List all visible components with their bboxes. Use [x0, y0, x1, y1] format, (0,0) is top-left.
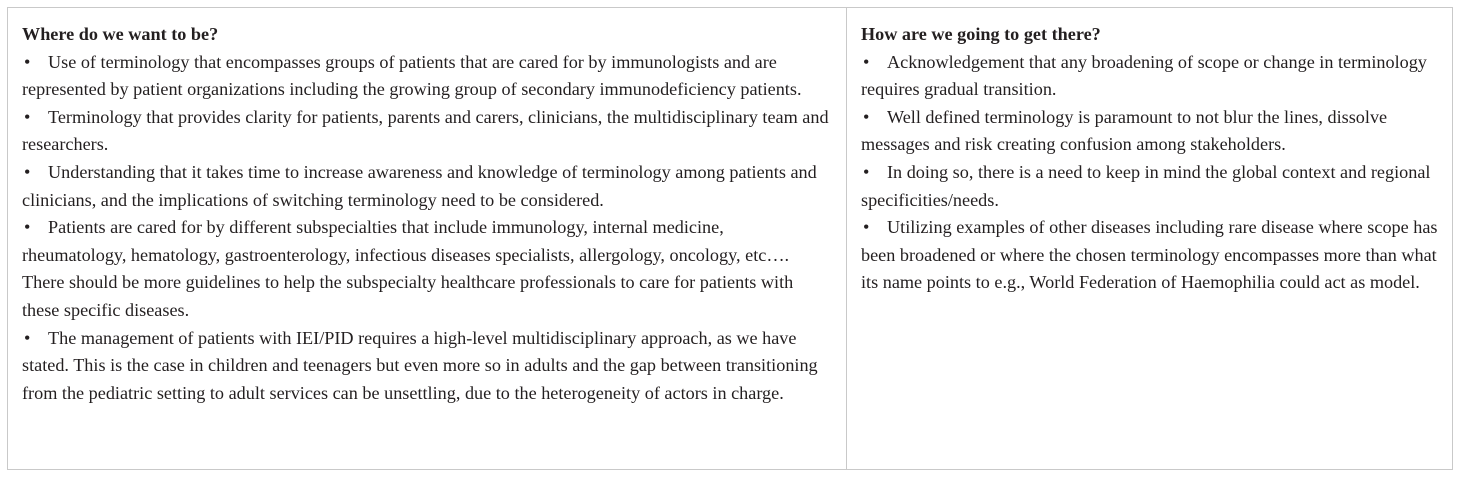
bullet-icon: •: [24, 327, 31, 348]
list-item-text: In doing so, there is a need to keep in mind the global context and regional specificities/needs.: [861, 161, 1431, 210]
bullet-icon: •: [863, 51, 870, 72]
list-item: [861, 214, 1438, 297]
right-column: [847, 8, 1452, 469]
list-item: [22, 159, 832, 214]
list-item-text: Well defined terminology is paramount to not blur the lines, dissolve messages and risk creating confusion among stakeholders.: [861, 106, 1388, 155]
left-column-list: [22, 49, 832, 408]
list-item-text: Understanding that it takes time to increase awareness and knowledge of terminology among patients and clinicians, and the implications of switching terminology need to be considered.: [22, 161, 817, 210]
bullet-icon: •: [24, 51, 31, 72]
list-item: [861, 49, 1438, 104]
left-column: [8, 8, 847, 469]
bullet-icon: •: [863, 217, 870, 238]
list-item-text: Terminology that provides clarity for patients, parents and carers, clinicians, the multidisciplinary team and researchers.: [22, 106, 829, 155]
list-item-text: The management of patients with IEI/PID requires a high-level multidisciplinary approach, as we have stated. This is the case in children and teenagers but even more so in adults and the gap between transitioning from the pediatric setting to adult services can be unsettling, due to the heterogeneity of actors in charge.: [22, 327, 818, 403]
bullet-icon: •: [24, 161, 31, 182]
list-item-text: Patients are cared for by different subspecialties that include immunology, internal medicine, rheumatology, hematology, gastroenterology, infectious diseases specialists, allergology, oncology, etc…. There should be more guidelines to help the subspecialty healthcare professionals to care for patients with these specific diseases.: [22, 217, 794, 320]
bullet-icon: •: [863, 106, 870, 127]
list-item: [22, 49, 832, 104]
right-column-list: [861, 49, 1438, 297]
left-column-heading: Where do we want to be?: [22, 24, 219, 44]
list-item-text: Use of terminology that encompasses groups of patients that are cared for by immunologists and are represented by patient organizations including the growing group of secondary immunodeficiency patients.: [22, 51, 802, 100]
bullet-icon: •: [24, 217, 31, 238]
list-item-text: Utilizing examples of other diseases including rare disease where scope has been broadened or where the chosen terminology encompasses more than what its name points to e.g., World Federation of Haemophilia could act as model.: [861, 217, 1438, 293]
list-item: [861, 159, 1438, 214]
list-item-text: Acknowledgement that any broadening of scope or change in terminology requires gradual transition.: [861, 51, 1427, 100]
bullet-icon: •: [24, 106, 31, 127]
list-item: [22, 325, 832, 408]
list-item: [22, 104, 832, 159]
bullet-icon: •: [863, 161, 870, 182]
list-item: [22, 214, 832, 324]
right-column-heading: How are we going to get there?: [861, 24, 1101, 44]
list-item: [861, 104, 1438, 159]
terminology-table: [7, 7, 1453, 470]
